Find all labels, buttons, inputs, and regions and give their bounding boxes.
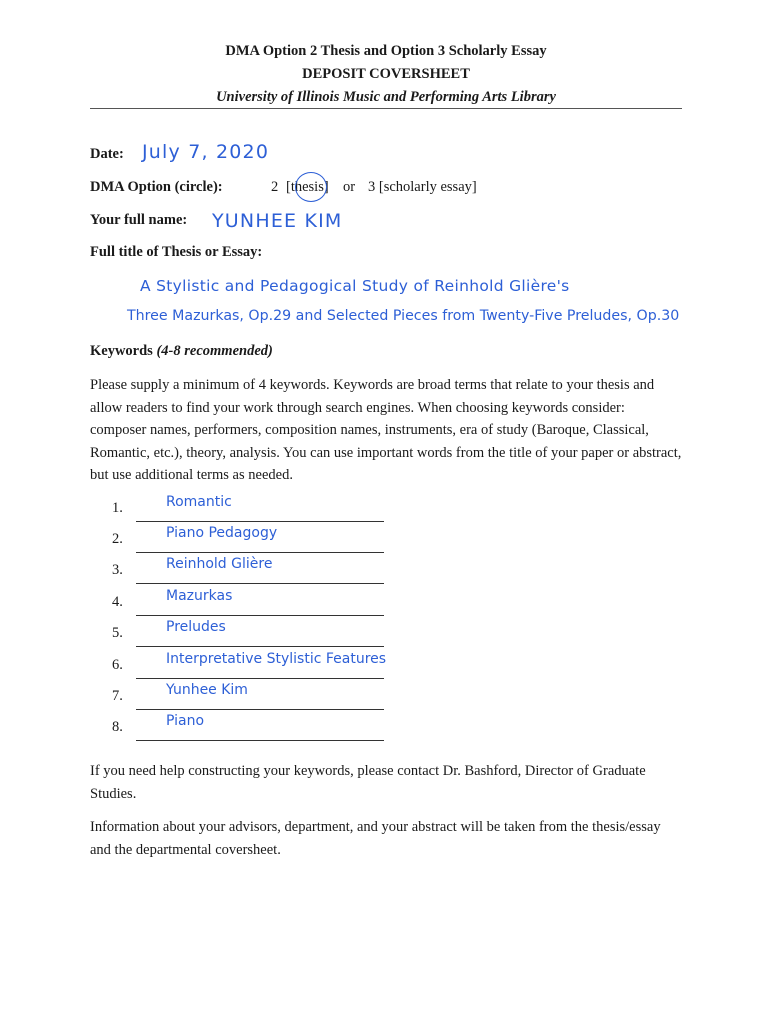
keyword-value: Mazurkas [166,588,233,604]
title-line-1[interactable]: A Stylistic and Pedagogical Study of Reinhold Glière's [140,277,570,295]
keyword-value: Interpretative Stylistic Features [166,651,387,667]
form-subtitle: DEPOSIT COVERSHEET [302,66,470,82]
keyword-number: 4. [112,594,123,610]
keyword-field[interactable] [136,588,384,616]
keyword-value: Yunhee Kim [166,682,248,698]
keyword-value: Piano Pedagogy [166,525,278,541]
full-name-label: Your full name: [90,212,188,228]
keyword-row [112,556,384,584]
keyword-field[interactable] [136,619,384,647]
keyword-row [112,494,384,522]
keywords-instructions: Please supply a minimum of 4 keywords. Keywords are broad terms that relate to your thesis and allow readers to find your work through search engines. When choosing keywords consider: composer names, performers, composition names, instruments, era of study (Baroque, Classical, Romantic, etc.), theory, analysis. You can use important words from the title of your paper or abstract, but use additional terms as needed. [90,377,682,484]
coversheet-info-text: Information about your advisors, department, and your abstract will be taken from the thesis/essay and the departmental coversheet. [90,819,661,858]
keyword-number: 5. [112,625,123,641]
keyword-field[interactable] [136,651,387,679]
keyword-help-text: If you need help constructing your keywords, please contact Dr. Bashford, Director of Graduate Studies. [90,763,646,802]
dma-option-label: DMA Option (circle): [90,179,223,195]
keyword-field[interactable] [136,682,384,710]
keyword-row [112,588,384,616]
form-title: DMA Option 2 Thesis and Option 3 Scholarly Essay [225,43,547,59]
keyword-value: Reinhold Glière [166,556,273,572]
keyword-field[interactable] [136,713,384,741]
option-2-number: 2 [271,179,279,195]
keyword-number: 3. [112,562,123,578]
keywords-recommendation: (4-8 recommended) [156,343,273,359]
title-label: Full title of Thesis or Essay: [90,244,263,260]
keyword-number: 2. [112,531,123,547]
keyword-value: Piano [166,713,205,729]
keyword-number: 7. [112,688,123,704]
library-name: University of Illinois Music and Performing Arts Library [216,89,556,105]
option-scholarly-essay[interactable]: 3 [scholarly essay] [368,179,477,195]
keyword-row [112,619,384,647]
keyword-row [112,682,384,710]
title-line-2[interactable]: Three Mazurkas, Op.29 and Selected Pieces from Twenty-Five Preludes, Op.30 [127,308,680,324]
keyword-field[interactable] [136,556,384,584]
keyword-number: 1. [112,500,123,516]
date-value[interactable]: July 7, 2020 [142,141,270,163]
keyword-field[interactable] [136,494,384,522]
keywords-heading-text: Keywords [90,343,153,359]
keyword-row [112,525,384,553]
header-divider [90,108,682,109]
keyword-field[interactable] [136,525,384,553]
full-name-value[interactable]: YUNHEE KIM [212,210,343,232]
option-or: or [343,179,356,195]
keyword-value: Preludes [166,619,226,635]
keyword-number: 6. [112,657,123,673]
keyword-row [112,713,384,741]
keyword-value: Romantic [166,494,232,510]
option-thesis[interactable]: [thesis] [286,179,329,195]
circle-mark [295,172,327,202]
keyword-number: 8. [112,719,123,735]
date-label: Date: [90,146,124,162]
keyword-row [112,651,387,679]
keywords-heading [90,343,273,360]
